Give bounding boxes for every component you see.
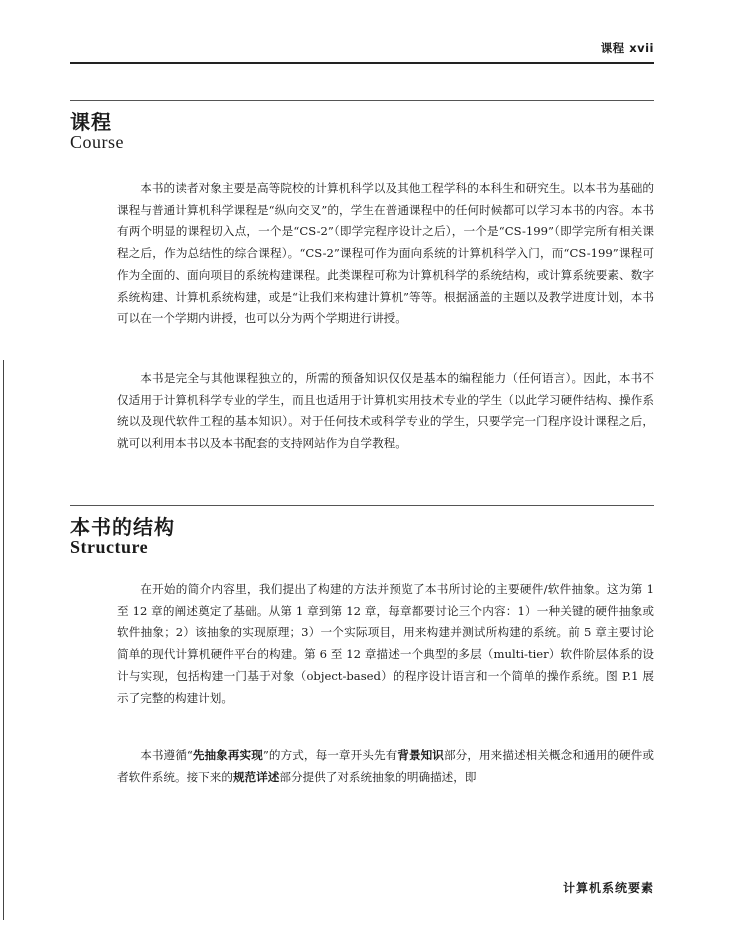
section-rule-course <box>70 100 654 101</box>
course-paragraph-2: 本书是完全与其他课程独立的，所需的预备知识仅仅是基本的编程能力（任何语言）。因此，本书不仅适用于计算机科学专业的学生，而且也适用于计算机实用技术专业的学生（以此学习硬件结构、操作系统以及现代软件工程的基本知识）。对于任何技术或科学专业的学生，只要学完一门程序设计课程之后，就可以利用本书以及本书配套的支持网站作为自学教程。 <box>117 371 654 451</box>
running-header-title: 课程 xvii <box>600 41 654 55</box>
paragraph-text: 部分，用来描述相关概念和通用的硬件或者软件系统。接下来的 <box>117 748 654 784</box>
section-subtitle-structure: Structure <box>70 537 149 557</box>
emphasis-text: 规范详述 <box>232 769 280 784</box>
section-title-structure: 本书的结构 <box>70 515 175 539</box>
section-title-course: 课程 <box>70 110 112 134</box>
structure-paragraph-1: 在开始的简介内容里，我们提出了构建的方法并预览了本书所讨论的主要硬件/软件抽象。这为第 1 至 12 章的阐述奠定了基础。从第 1 章到第 12 章，每章都要讨论三个内容：1）一种关键的硬件抽象或软件抽象；2）该抽象的实现原理；3）一个实际项目，用来构建并测试所构建的系统。前 5 章主要讨论简单的现代计算机硬件平台的构建。第 6 至 12 章描述一个典型的多层（multi-tier）软件阶层体系的设计与实现，包括构建一门基于对象（object-based）的程序设计语言和一个简单的操作系统。图 P.1 展示了完整的构建计划。 <box>117 582 654 705</box>
paragraph-text: ”的方式，每一章开头先有 <box>262 748 398 762</box>
course-paragraph-1: 本书的读者对象主要是高等院校的计算机科学以及其他工程学科的本科生和研究生。以本书为基础的课程与普通计算机科学课程是“纵向交叉”的，学生在普通课程中的任何时候都可以学习本书的内容。本书有两个明显的课程切入点，一个是“CS-2”（即学完程序设计之后），一个是“CS-199”（即学完所有相关课程之后，作为总结性的综合课程）。“CS-2”课程可作为面向系统的计算机科学入门，而“CS-199”课程可作为全面的、面向项目的系统构建课程。此类课程可称为计算机科学的系统结构，或计算系统要素、数字系统构建、计算机系统构建，或是“让我们来构建计算机”等等。根据涵盖的主题以及教学进度计划，本书可以在一个学期内讲授，也可以分为两个学期进行讲授。 <box>117 181 654 326</box>
page-header <box>70 40 654 60</box>
paragraph-text: 本书遵循“ <box>140 748 193 762</box>
paragraph-text: 部分提供了对系统抽象的明确描述，即 <box>279 769 477 784</box>
structure-paragraph-2 <box>117 745 654 788</box>
section-rule-structure <box>70 505 654 506</box>
page-margin-line <box>3 360 4 920</box>
header-rule <box>70 62 654 64</box>
emphasis-text: 先抽象再实现 <box>192 748 263 762</box>
page-footer: 计算机系统要素 <box>562 881 654 895</box>
section-subtitle-course: Course <box>70 132 124 152</box>
emphasis-text: 背景知识 <box>397 748 444 762</box>
